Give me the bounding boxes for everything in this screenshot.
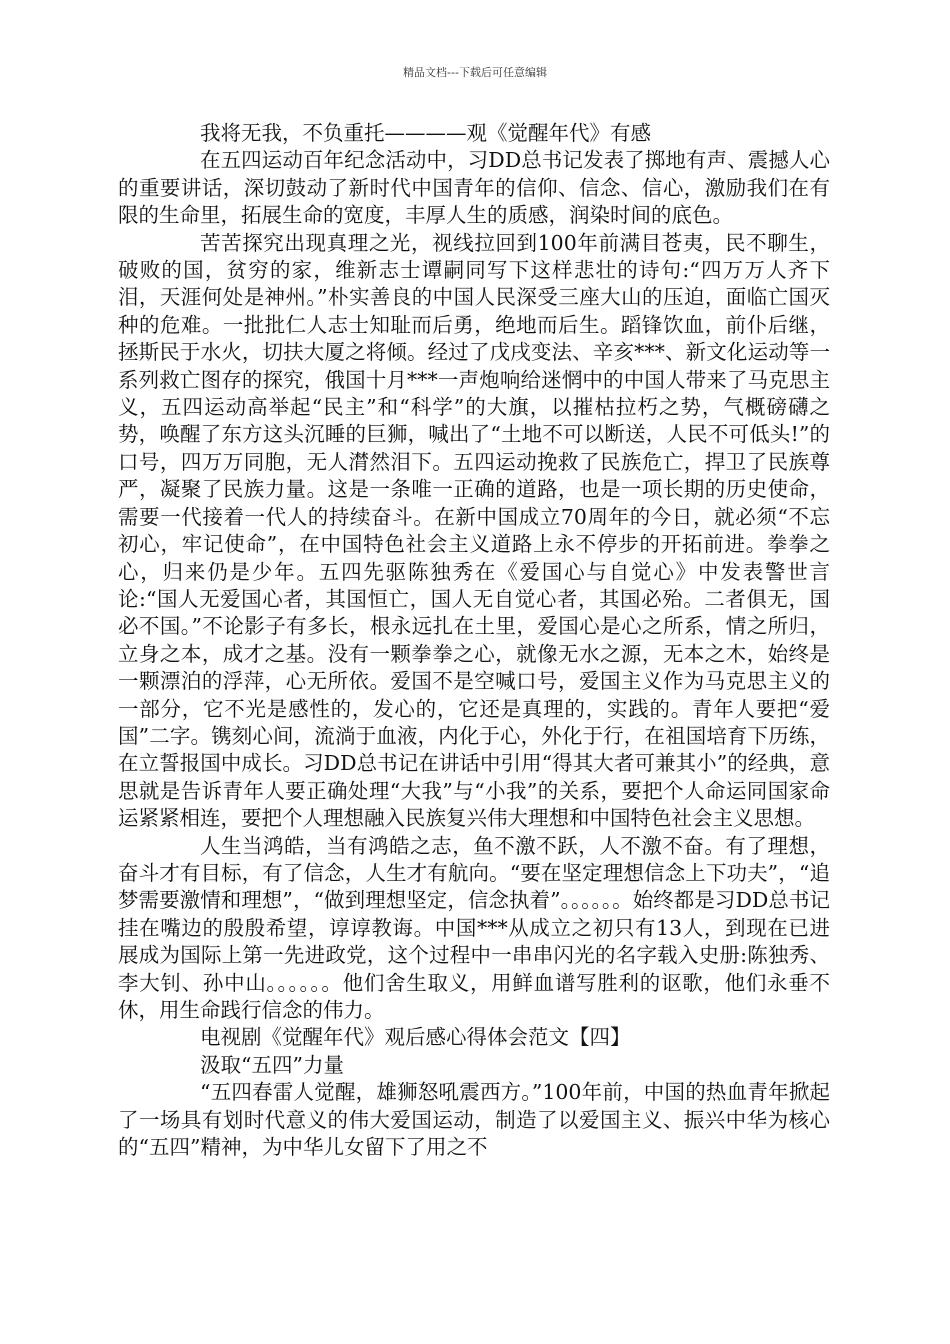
section-subheading: 汲取“五四”力量 [200, 1052, 344, 1077]
document-body [118, 120, 830, 1161]
page-header: 精品文档---下载后可任意编辑 [403, 66, 547, 79]
paragraph: “五四春雷人觉醒，雄狮怒吼震西方。”100年前，中国的热血青年掀起了一场具有划时代意义的伟大爱国运动，制造了以爱国主义、振兴中华为核心的“五四”精神，为中华儿女留下了用之不 [118, 1080, 830, 1160]
article-title: 我将无我，不负重托————观《觉醒年代》有感 [200, 121, 651, 145]
paragraph: 在五四运动百年纪念活动中，习DD总书记发表了掷地有声、震撼人心的重要讲话，深切鼓动了新时代中国青年的信仰、信念、信心，激励我们在有限的生命里，拓展生命的宽度，丰厚人生的质感，润染时间的底色。 [118, 148, 830, 228]
section-heading: 电视剧《觉醒年代》观后感心得体会范文【四】 [200, 1025, 631, 1050]
paragraph: 人生当鸿皓，当有鸿皓之志，鱼不激不跃，人不激不奋。有了理想，奋斗才有目标，有了信念，人生才有航向。“要在坚定理想信念上下功夫”，“追梦需要激情和理想”，“做到理想坚定，信念执着”。。。。。。始终都是习DD总书记挂在嘴边的殷殷希望，谆谆教诲。中国***从成立之初只有13人，到现在已进展成为国际上第一先进政党，这个过程中一串串闪光的名字载入史册:陈独秀、李大钊、孙中山。。。。。。他们舍生取义，用鲜血谱写胜利的讴歌，他们永垂不休，用生命践行信念的伟力。 [118, 833, 830, 1022]
paragraph: 苦苦探究出现真理之光，视线拉回到100年前满目苍夷，民不聊生，破败的国，贫穷的家，维新志士谭嗣同写下这样悲壮的诗句:“四万万人齐下泪，天涯何处是神州。”朴实善良的中国人民深受三座大山的压迫，面临亡国灭种的危难。一批批仁人志士知耻而后勇，绝地而后生。蹈锋饮血，前仆后继，拯斯民于水火，切扶大厦之将倾。经过了戊戌变法、辛亥***、新文化运动等一系列救亡图存的探究，俄国十月***一声炮响给迷惘中的中国人带来了马克思主义，五四运动高举起“民主”和“科学”的大旗，以摧枯拉朽之势，气概磅礴之势，唤醒了东方这头沉睡的巨狮，喊出了“土地不可以断送，人民不可低头!”的口号，四万万同胞，无人潸然泪下。五四运动挽救了民族危亡，捍卫了民族尊严，凝聚了民族力量。这是一条唯一正确的道路，也是一项长期的历史使命，需要一代接着一代人的持续奋斗。在新中国成立70周年的今日，就必须“不忘初心，牢记使命”，在中国特色社会主义道路上永不停步的开拓前进。拳拳之心，归来仍是少年。五四先驱陈独秀在《爱国心与自觉心》中发表警世言论:“国人无爱国心者，其国恒亡，国人无自觉心者，其国必殆。二者俱无，国必不国。”不论影子有多长，根永远扎在土里，爱国心是心之所系，情之所归，立身之本，成才之基。没有一颗拳拳之心，就像无水之源，无本之木，始终是一颗漂泊的浮萍，心无所依。爱国不是空喊口号，爱国主义作为马克思主义的一部分，它不光是感性的，发心的，它还是真理的，实践的。青年人要把“爱国”二字。镌刻心间，流淌于血液，内化于心，外化于行，在祖国培育下历练，在立誓报国中成长。习DD总书记在讲话中引用“得其大者可兼其小”的经典，意思就是告诉青年人要正确处理“大我”与“小我”的关系，要把个人命运同国家命运紧紧相连，要把个人理想融入民族复兴伟大理想和中国特色社会主义思想。 [118, 230, 830, 831]
